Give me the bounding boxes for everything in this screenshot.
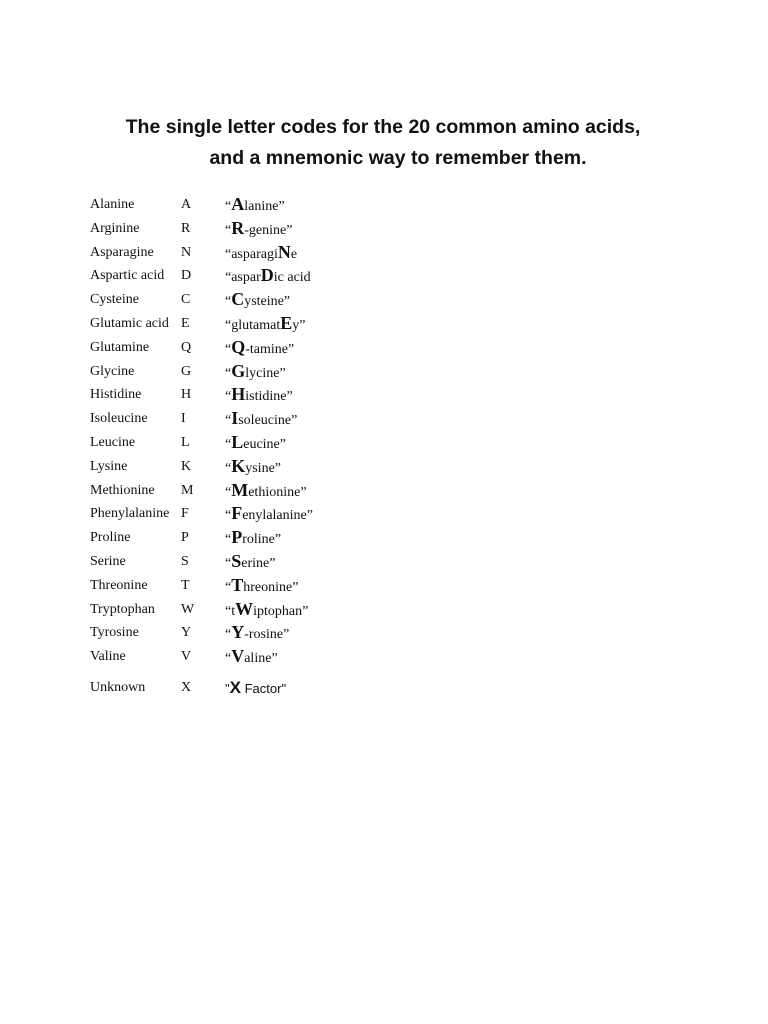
amino-acid-name: Proline (90, 530, 131, 546)
mnemonic-open: “ (225, 317, 232, 333)
mnemonic (225, 526, 281, 552)
mnemonic (225, 383, 293, 409)
mnemonic (225, 645, 278, 671)
mnemonic-big: W (235, 598, 254, 619)
amino-acid-name: Isoleucine (90, 411, 148, 427)
title-line-2: and a mnemonic way to remember them. (209, 147, 587, 169)
mnemonic-pre: aspar (231, 270, 261, 286)
mnemonic (225, 502, 313, 528)
amino-acid-name: Lysine (90, 458, 128, 474)
amino-acid-code: C (181, 292, 191, 308)
amino-acid-code: T (181, 577, 190, 593)
mnemonic-big: C (231, 289, 245, 310)
mnemonic-open: “ (225, 365, 232, 381)
mnemonic-close: ” (291, 413, 298, 429)
mnemonic-post: ethionine (248, 484, 301, 500)
amino-acid-name: Threonine (90, 577, 148, 593)
mnemonic-post: enylalanine (242, 508, 307, 524)
mnemonic-open: “ (225, 413, 232, 429)
amino-acid-name: Unknown (90, 679, 146, 695)
mnemonic-open: " (225, 680, 230, 696)
mnemonic-close: ” (279, 365, 286, 381)
mnemonic-open: “ (225, 484, 232, 500)
mnemonic-big: P (231, 527, 243, 548)
page-title (0, 112, 768, 174)
mnemonic (225, 288, 290, 314)
mnemonic-big: N (277, 241, 291, 262)
mnemonic (225, 217, 292, 243)
amino-acid-name: Methionine (90, 482, 155, 498)
amino-acid-name: Asparagine (90, 244, 154, 260)
mnemonic-big: K (231, 455, 246, 476)
mnemonic (225, 407, 297, 433)
mnemonic-big: G (231, 360, 246, 381)
mnemonic-big: T (231, 574, 244, 595)
title-line-1: The single letter codes for the 20 common amino acids, (125, 116, 641, 138)
mnemonic-close: ” (283, 627, 290, 643)
amino-acid-name: Arginine (90, 220, 140, 236)
mnemonic-open: “ (225, 222, 232, 238)
amino-acid-name: Phenylalanine (90, 506, 170, 522)
mnemonic-big: F (231, 503, 243, 524)
amino-acid-code: K (181, 458, 192, 474)
mnemonic-post: -rosine (244, 627, 284, 643)
mnemonic-post: y (292, 317, 300, 333)
mnemonic (225, 479, 307, 505)
amino-acid-code: M (181, 482, 194, 498)
mnemonic-big: Q (231, 336, 246, 357)
mnemonic-open: “ (225, 603, 232, 619)
mnemonic (225, 550, 275, 576)
amino-acid-name: Alanine (90, 197, 135, 212)
mnemonic-post: ysine (245, 460, 275, 476)
amino-acid-code: L (181, 434, 190, 450)
mnemonic-post: Factor (240, 680, 282, 696)
mnemonic-big: S (231, 550, 242, 571)
mnemonic-post: aline (244, 651, 272, 667)
amino-acid-name: Tyrosine (90, 625, 139, 641)
mnemonic-big: X (229, 677, 241, 697)
mnemonic-post: e (290, 246, 298, 262)
mnemonic-close: ” (306, 508, 313, 524)
mnemonic-close: ” (299, 317, 306, 333)
amino-acid-code: Q (181, 339, 192, 355)
amino-acid-code: D (181, 268, 192, 284)
mnemonic-post: istidine (245, 389, 287, 405)
mnemonic-close: ” (274, 532, 282, 548)
mnemonic-post: lycine (245, 365, 280, 381)
amino-acid-code: Y (181, 625, 192, 641)
mnemonic (225, 431, 286, 457)
amino-acid-name: Tryptophan (90, 601, 155, 617)
mnemonic-close: ” (288, 341, 295, 357)
mnemonic-big: E (280, 312, 293, 333)
mnemonic-open: “ (225, 270, 232, 286)
mnemonic-close: ” (278, 199, 285, 214)
amino-acid-code: W (181, 601, 195, 617)
amino-acid-name: Glutamic acid (90, 315, 169, 331)
mnemonic-close: ” (286, 222, 293, 238)
mnemonic-open: “ (225, 579, 232, 595)
mnemonic-close: ” (271, 651, 278, 667)
mnemonic-big: R (231, 217, 245, 238)
mnemonic-open: “ (225, 532, 232, 548)
mnemonic (225, 676, 286, 701)
mnemonic-post: iptophan (253, 603, 303, 619)
mnemonic-big: V (231, 646, 245, 667)
amino-acid-code: N (181, 244, 192, 260)
mnemonic-open: “ (225, 651, 232, 667)
mnemonic-post: -genine (244, 222, 287, 238)
mnemonic-close: ” (283, 294, 291, 310)
amino-acid-code: H (181, 387, 192, 403)
mnemonic-big: H (231, 384, 246, 405)
amino-acid-code: X (181, 679, 192, 695)
mnemonic (225, 193, 285, 219)
mnemonic-close: ” (286, 389, 293, 405)
amino-acid-code: I (181, 411, 186, 427)
mnemonic-open: “ (225, 389, 232, 405)
mnemonic-close: ” (279, 436, 286, 452)
mnemonic-open: “ (225, 246, 232, 262)
amino-acid-code: S (181, 553, 189, 569)
mnemonic-post: roline (242, 532, 275, 548)
amino-acid-name: Aspartic acid (90, 268, 165, 284)
mnemonic (225, 312, 305, 338)
mnemonic-post: eucine (243, 436, 280, 452)
mnemonic-big: I (231, 408, 239, 429)
mnemonic-close: " (281, 680, 287, 696)
mnemonic-open: “ (225, 294, 232, 310)
mnemonic-post: ysteine (244, 294, 284, 310)
mnemonic-open: “ (225, 508, 232, 524)
mnemonic-big: D (260, 265, 274, 286)
mnemonic-open: “ (225, 341, 232, 357)
mnemonic-open: “ (225, 460, 232, 476)
mnemonic (225, 241, 297, 267)
mnemonic-close: ” (274, 460, 282, 476)
mnemonic-close: ” (269, 555, 276, 571)
mnemonic-open: “ (225, 436, 232, 452)
mnemonic-big: L (231, 431, 244, 452)
amino-acid-name: Cysteine (90, 292, 139, 308)
mnemonic-open: “ (225, 199, 232, 214)
mnemonic-post: -tamine (245, 341, 288, 357)
amino-acid-name: Glutamine (90, 339, 150, 355)
mnemonic-big: Y (231, 622, 245, 643)
mnemonic (225, 621, 289, 647)
mnemonic-close: ” (292, 579, 299, 595)
mnemonic (225, 360, 286, 386)
mnemonic (225, 264, 311, 290)
amino-acid-code: F (181, 506, 189, 522)
amino-acid-code: V (181, 649, 192, 665)
mnemonic-post: soleucine (238, 413, 292, 429)
mnemonic (225, 598, 308, 624)
amino-acid-name: Serine (90, 553, 126, 569)
amino-acid-name: Histidine (90, 387, 142, 403)
mnemonic (225, 455, 281, 481)
amino-acid-name: Leucine (90, 434, 136, 450)
mnemonic (225, 336, 294, 362)
amino-acid-code: G (181, 363, 192, 379)
amino-acid-code: P (181, 530, 189, 546)
mnemonic-big: A (231, 194, 245, 214)
mnemonic-pre: asparagi (231, 246, 278, 262)
mnemonic-post: hreonine (243, 579, 293, 595)
mnemonic-open: “ (225, 555, 232, 571)
mnemonic-post: ic acid (273, 270, 311, 286)
mnemonic-pre: t (231, 603, 236, 619)
mnemonic-post: lanine (244, 199, 279, 214)
mnemonic-post: erine (241, 555, 270, 571)
amino-acid-name: Glycine (90, 363, 135, 379)
amino-acid-code: A (181, 197, 192, 212)
mnemonic-open: “ (225, 627, 232, 643)
mnemonic-pre: glutamat (231, 317, 281, 333)
mnemonic-big: M (231, 479, 249, 500)
mnemonic-close: ” (302, 603, 309, 619)
amino-acid-code: E (181, 315, 190, 331)
amino-acid-name: Valine (90, 649, 126, 665)
mnemonic (225, 574, 298, 600)
mnemonic-close: ” (300, 484, 307, 500)
amino-acid-code: R (181, 220, 191, 236)
